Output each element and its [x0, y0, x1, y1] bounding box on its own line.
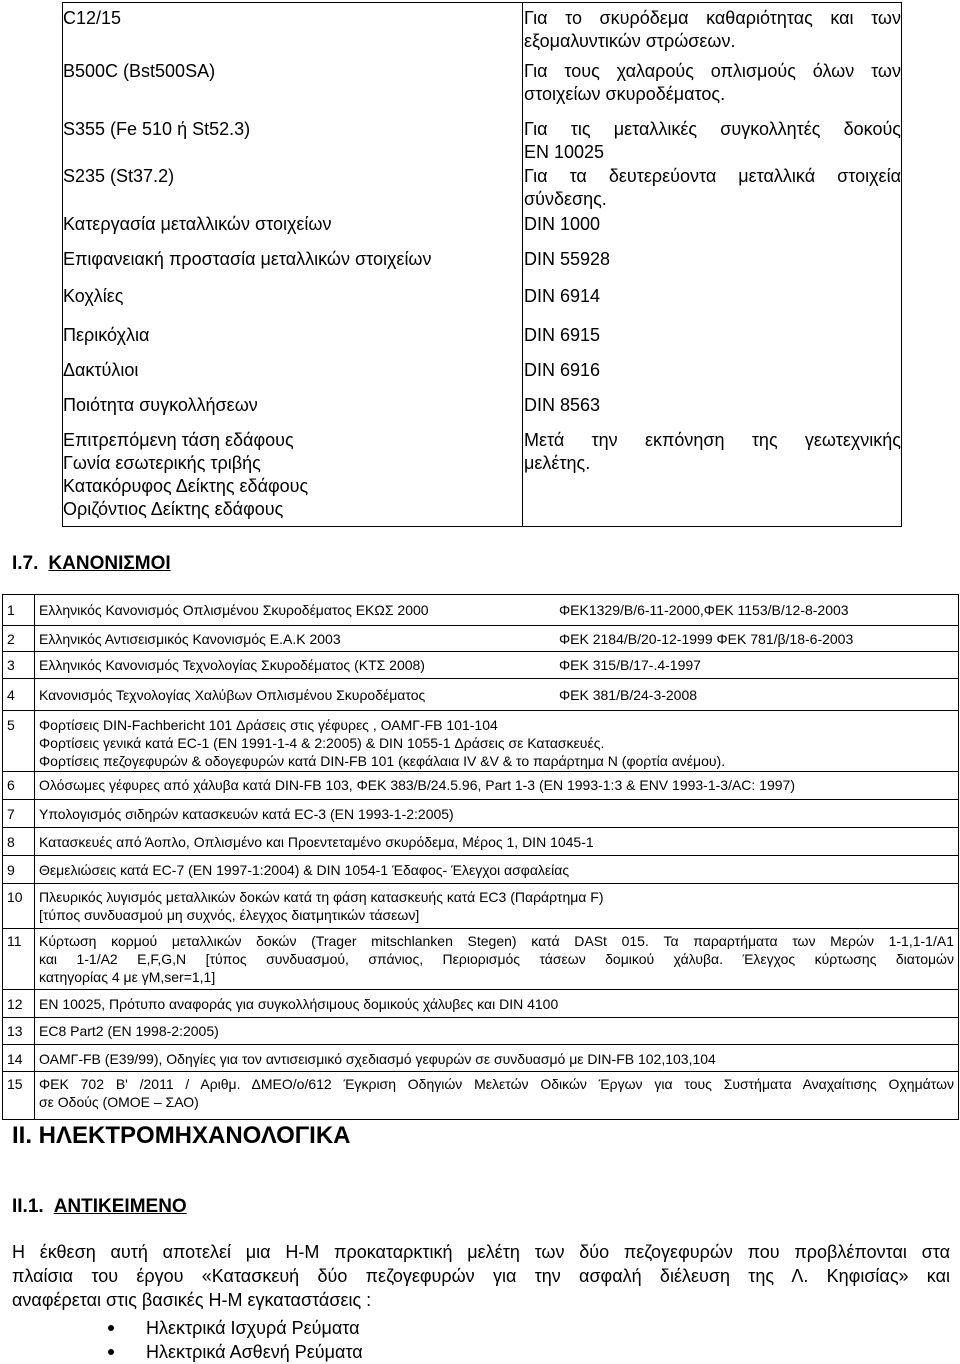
material-name: Επιτρεπόμενη τάση εδάφους Γωνία εσωτερικής τριβής Κατακόρυφος Δείκτης εδάφους Οριζόντιος Δείκτης εδάφους	[63, 430, 309, 519]
material-name: Κοχλίες	[63, 286, 124, 306]
row-text: Ολόσωμες γέφυρες από χάλυβα κατά DIN-FB 103, ΦΕΚ 383/Β/24.5.96, Part 1-3 (ΕΝ 1993-1:3 & ENV 1993-1-3/AC: 1997)	[39, 777, 795, 793]
table-row	[3, 928, 958, 990]
row-text: Πλευρικός λυγισμός μεταλλικών δοκών κατά τη φάση κατασκευής κατά EC3 (Παράρτημα F) [τύπος συνδυασμού μη συχνός, έλεγχος διατμητικών τάσεων]	[39, 889, 604, 923]
row-reference: ΦΕΚ 381/Β/24-3-2008	[559, 687, 698, 703]
list-item: Ηλεκτρικά Ασθενή Ρεύματα	[108, 1340, 363, 1364]
row-reference: ΦΕΚ1329/Β/6-11-2000,ΦΕΚ 1153/Β/12-8-2003	[559, 602, 849, 618]
table-row	[3, 771, 958, 800]
list-item: Ηλεκτρικά Ισχυρά Ρεύματα	[108, 1316, 363, 1340]
row-text: Ελληνικός Κανονισμός Οπλισμένου Σκυροδέματος ΕΚΩΣ 2000	[39, 602, 429, 618]
material-name: Δακτύλιοι	[63, 360, 139, 380]
material-name: S235 (St37.2)	[63, 166, 175, 186]
row-text: Κύρτωση κορμού μεταλλικών δοκών (Trager mitschlanken Stegen) κατά DASt 015. Τα παραρτήματα των Μερών 1-1,1-1/Α1 και 1-1/Α2 E,F,G,N [τύπος συνδυασμού, σπάνιος, Περιορισμός τάσεων δομικού χάλυβα. Έλεγχος κύρτωσης διατομών κατηγορίας 4 με γM,ser=1,1]	[39, 933, 954, 985]
row-text: Κατασκευές από Άοπλο, Οπλισμένο και Προεντεταμένο σκυρόδεμα, Μέρος 1, DIN 1045-1	[39, 834, 594, 850]
section-heading-i7: Ι.7. ΚΑΝΟΝΙΣΜΟΙ	[12, 553, 171, 574]
row-number: 14	[7, 1051, 23, 1067]
row-number: 1	[7, 602, 15, 618]
row-number: 9	[7, 862, 15, 878]
row-number: 15	[7, 1076, 23, 1092]
row-number: 11	[7, 933, 22, 949]
row-number: 8	[7, 834, 15, 850]
bullet-icon	[108, 1349, 114, 1355]
table-row	[3, 989, 958, 1018]
material-name: C12/15	[63, 8, 122, 28]
material-use: Για το σκυρόδεμα καθαριότητας και των εξομαλυντικών στρώσεων.	[524, 8, 901, 51]
section-heading-ii: ΙΙ. ΗΛΕΚΤΡΟΜΗΧΑΝΟΛΟΓΙΚΑ	[12, 1122, 351, 1149]
material-use: Για τους χαλαρούς οπλισμούς όλων των στοιχείων σκυροδέματος.	[524, 61, 901, 104]
material-use: DIN 55928	[524, 249, 611, 269]
table-row	[3, 855, 958, 884]
row-text: EC8 Part2 (EN 1998-2:2005)	[39, 1023, 219, 1039]
table-row	[3, 827, 958, 856]
row-text: ΕΝ 10025, Πρότυπο αναφοράς για συγκολλήσιμους δομικούς χάλυβες και DIN 4100	[39, 996, 559, 1012]
material-use: DIN 8563	[524, 395, 601, 415]
row-text: Ελληνικός Αντισεισμικός Κανονισμός Ε.Α.Κ 2003	[39, 631, 341, 647]
row-text: Υπολογισμός σιδηρών κατασκευών κατά EC-3 (ΕΝ 1993-1-2:2005)	[39, 806, 454, 822]
material-name: Ποιότητα συγκολλήσεων	[63, 395, 258, 415]
row-number: 7	[7, 806, 15, 822]
materials-table	[62, 2, 902, 527]
table-row	[3, 678, 958, 711]
table-row	[3, 883, 958, 929]
standards-table	[2, 594, 959, 1120]
material-use: Για τα δευτερεύοντα μεταλλικά στοιχεία σύνδεσης.	[524, 166, 901, 209]
table-row	[3, 1071, 958, 1120]
table-row	[3, 710, 958, 772]
table-row	[3, 625, 958, 652]
row-number: 2	[7, 631, 15, 647]
table-row	[3, 651, 958, 679]
row-number: 6	[7, 777, 15, 793]
row-text: Θεμελιώσεις κατά EC-7 (ΕΝ 1997-1:2004) & DIN 1054-1 Έδαφος- Έλεγχοι ασφαλείας	[39, 862, 570, 878]
material-use: DIN 1000	[524, 214, 601, 234]
row-text: Κανονισμός Τεχνολογίας Χαλύβων Οπλισμένου Σκυροδέματος	[39, 687, 426, 703]
material-name: Κατεργασία μεταλλικών στοιχείων	[63, 214, 332, 234]
row-number: 10	[7, 889, 23, 905]
row-reference: ΦΕΚ 2184/Β/20-12-1999 ΦΕΚ 781/β/18-6-2003	[559, 631, 854, 647]
material-name: B500C (Bst500SA)	[63, 61, 216, 81]
row-number: 5	[7, 717, 15, 733]
row-reference: ΦΕΚ 315/Β/17-.4-1997	[559, 657, 701, 673]
row-number: 3	[7, 657, 15, 673]
material-use: DIN 6916	[524, 360, 601, 380]
material-name: Περικόχλια	[63, 325, 150, 345]
row-text: ΟΑΜΓ-FB (E39/99), Οδηγίες για τον αντισεισμικό σχεδιασμό γεφυρών σε συνδυασμό με DIN-FB 102,103,104	[39, 1051, 716, 1067]
material-name: Επιφανειακή προστασία μεταλλικών στοιχείων	[63, 249, 432, 269]
intro-paragraph: Η έκθεση αυτή αποτελεί μια Η-Μ προκαταρκτική μελέτη των δύο πεζογεφυρών που προβλέπονται στα πλαίσια του έργου «Κατασκευή δύο πεζογεφυρών για την ασφαλή διέλευση της Λ. Κηφισίας» και αναφέρεται στις βασικές Η-Μ εγκαταστάσεις :	[12, 1242, 950, 1310]
row-text: ΦΕΚ 702 Β' /2011 / Αριθμ. ΔΜΕΟ/ο/612 Έγκριση Οδηγιών Μελετών Οδικών Έργων για τους Συστήματα Αναχαίτισης Οχημάτων σε Οδούς (ΟΜΟΕ – ΣΑΟ)	[39, 1076, 954, 1110]
row-text: Φορτίσεις DIN-Fachbericht 101 Δράσεις στις γέφυρες , ΟΑΜΓ-FB 101-104 Φορτίσεις γενικά κατά EC-1 (ΕΝ 1991-1-4 & 2:2005) & DIN 1055-1 Δράσεις σε Κατασκευές. Φορτίσεις πεζογεφυρών & οδογεφυρών κατά DIN-FB 101 (κεφάλαια IV &V & το παράρτημα Ν (φορτία ανέμου).	[39, 717, 726, 769]
row-number: 4	[7, 687, 15, 703]
table-row	[3, 799, 958, 828]
material-name: S355 (Fe 510 ή St52.3)	[63, 119, 251, 139]
row-number: 13	[7, 1023, 23, 1039]
table-row	[3, 1044, 958, 1072]
material-use: Μετά την εκπόνηση της γεωτεχνικής μελέτης.	[524, 430, 901, 473]
material-use: DIN 6914	[524, 286, 601, 306]
section-heading-ii1: ΙΙ.1. ΑΝΤΙΚΕΙΜΕΝΟ	[12, 1196, 187, 1217]
bullet-icon	[108, 1325, 114, 1331]
material-use: Για τις μεταλλικές συγκολλητές δοκούς EN 10025	[524, 119, 901, 162]
material-use: DIN 6915	[524, 325, 601, 345]
table-row	[3, 1017, 958, 1045]
row-number: 12	[7, 996, 23, 1012]
row-text: Ελληνικός Κανονισμός Τεχνολογίας Σκυροδέματος (ΚΤΣ 2008)	[39, 657, 425, 673]
table-row	[3, 595, 958, 625]
bullet-list	[108, 1316, 363, 1364]
